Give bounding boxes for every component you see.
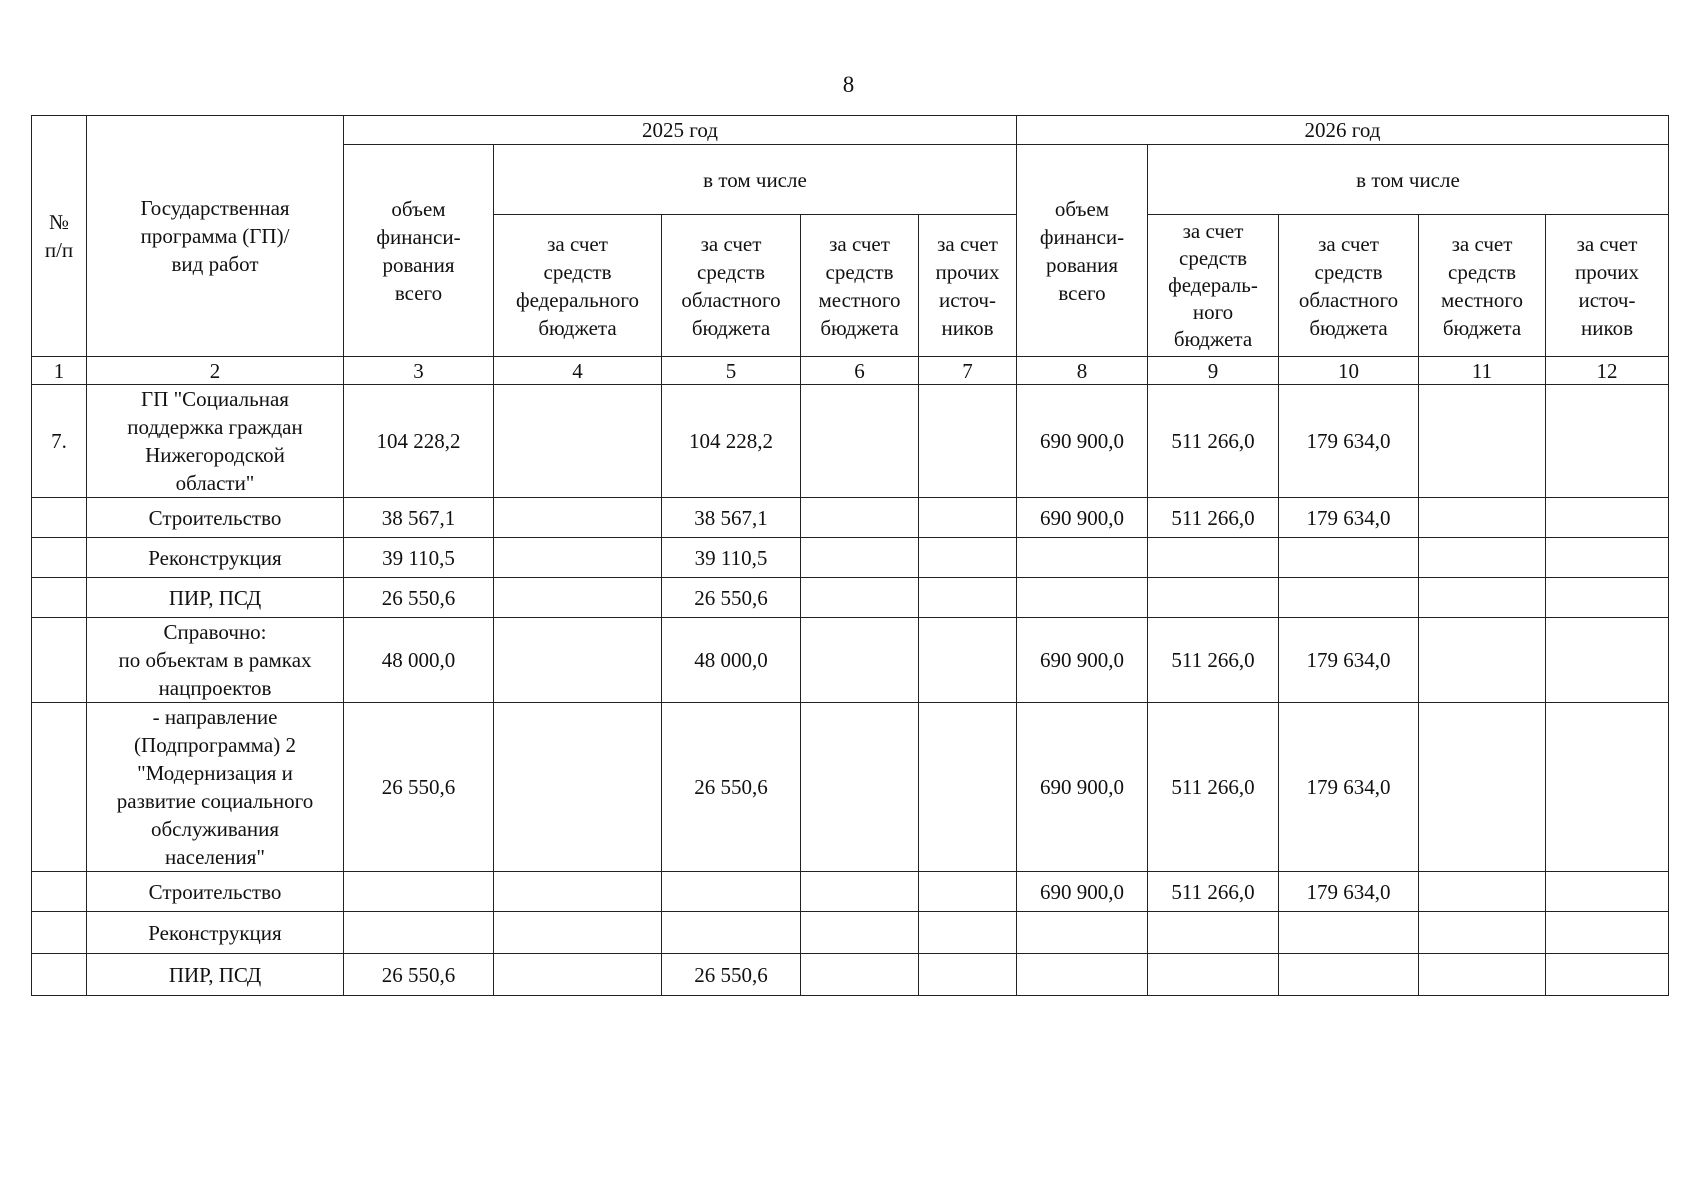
column-number: 1 <box>32 357 87 385</box>
value-cell: 48 000,0 <box>662 618 801 703</box>
value-cell <box>1546 954 1669 996</box>
column-number: 5 <box>662 357 801 385</box>
header-2026-other: за счет прочих источ- ников <box>1546 215 1669 357</box>
value-cell <box>801 872 919 912</box>
value-cell <box>919 498 1017 538</box>
value-cell <box>1419 872 1546 912</box>
table-row <box>32 498 1669 538</box>
value-cell: 511 266,0 <box>1148 618 1279 703</box>
value-cell: 104 228,2 <box>662 385 801 498</box>
value-cell <box>801 498 919 538</box>
value-cell <box>344 912 494 954</box>
header-2026-federal: за счет средств федераль- ного бюджета <box>1148 215 1279 357</box>
value-cell: 39 110,5 <box>344 538 494 578</box>
table-row <box>32 385 1669 498</box>
column-number: 11 <box>1419 357 1546 385</box>
value-cell <box>662 912 801 954</box>
column-number: 7 <box>919 357 1017 385</box>
value-cell: 26 550,6 <box>662 578 801 618</box>
value-cell: 511 266,0 <box>1148 385 1279 498</box>
row-name: Реконструкция <box>87 912 344 954</box>
row-number <box>32 578 87 618</box>
value-cell <box>801 578 919 618</box>
table-row <box>32 872 1669 912</box>
value-cell <box>494 618 662 703</box>
value-cell: 38 567,1 <box>344 498 494 538</box>
value-cell: 690 900,0 <box>1017 618 1148 703</box>
value-cell: 26 550,6 <box>344 703 494 872</box>
column-number-row <box>32 357 1669 385</box>
row-number <box>32 703 87 872</box>
value-cell <box>1419 385 1546 498</box>
value-cell <box>1546 618 1669 703</box>
table-row <box>32 578 1669 618</box>
value-cell <box>801 912 919 954</box>
value-cell <box>1148 578 1279 618</box>
value-cell <box>919 872 1017 912</box>
value-cell <box>1279 538 1419 578</box>
table-row <box>32 912 1669 954</box>
row-number <box>32 872 87 912</box>
value-cell: 179 634,0 <box>1279 618 1419 703</box>
value-cell <box>919 912 1017 954</box>
value-cell <box>1148 954 1279 996</box>
financing-table <box>31 115 1669 996</box>
value-cell: 511 266,0 <box>1148 872 1279 912</box>
value-cell <box>494 578 662 618</box>
table-row <box>32 954 1669 996</box>
value-cell: 38 567,1 <box>662 498 801 538</box>
value-cell <box>1017 538 1148 578</box>
header-2025-other: за счет прочих источ- ников <box>919 215 1017 357</box>
value-cell <box>1419 618 1546 703</box>
row-name: Строительство <box>87 872 344 912</box>
header-year-2025: 2025 год <box>344 116 1017 145</box>
row-number <box>32 498 87 538</box>
row-number <box>32 954 87 996</box>
value-cell: 179 634,0 <box>1279 703 1419 872</box>
value-cell <box>919 703 1017 872</box>
value-cell <box>1419 538 1546 578</box>
row-number <box>32 912 87 954</box>
value-cell <box>801 954 919 996</box>
value-cell <box>1017 578 1148 618</box>
value-cell: 179 634,0 <box>1279 872 1419 912</box>
header-number: № п/п <box>32 116 87 357</box>
value-cell <box>1546 578 1669 618</box>
value-cell <box>801 618 919 703</box>
value-cell <box>919 578 1017 618</box>
header-2026-regional: за счет средств областного бюджета <box>1279 215 1419 357</box>
value-cell <box>1419 578 1546 618</box>
value-cell <box>1546 498 1669 538</box>
column-number: 3 <box>344 357 494 385</box>
value-cell <box>1148 538 1279 578</box>
value-cell: 26 550,6 <box>662 954 801 996</box>
header-year-2026: 2026 год <box>1017 116 1669 145</box>
column-number: 9 <box>1148 357 1279 385</box>
value-cell: 48 000,0 <box>344 618 494 703</box>
page-number: 8 <box>842 72 855 97</box>
value-cell <box>801 703 919 872</box>
row-number <box>32 538 87 578</box>
value-cell <box>662 872 801 912</box>
value-cell <box>1419 703 1546 872</box>
value-cell <box>494 498 662 538</box>
value-cell <box>801 538 919 578</box>
value-cell <box>494 703 662 872</box>
column-number: 2 <box>87 357 344 385</box>
column-number: 10 <box>1279 357 1419 385</box>
row-name: ПИР, ПСД <box>87 578 344 618</box>
header-2025-total: объем финанси- рования всего <box>344 145 494 357</box>
value-cell <box>494 538 662 578</box>
value-cell <box>1546 703 1669 872</box>
header-2026-total: объем финанси- рования всего <box>1017 145 1148 357</box>
value-cell <box>1419 954 1546 996</box>
header-2025-local: за счет средств местного бюджета <box>801 215 919 357</box>
column-number: 8 <box>1017 357 1148 385</box>
value-cell <box>1279 578 1419 618</box>
value-cell <box>1546 385 1669 498</box>
value-cell <box>919 954 1017 996</box>
value-cell <box>494 385 662 498</box>
value-cell: 690 900,0 <box>1017 703 1148 872</box>
header-2025-including: в том числе <box>494 145 1017 215</box>
value-cell <box>1279 954 1419 996</box>
table-row <box>32 618 1669 703</box>
value-cell: 39 110,5 <box>662 538 801 578</box>
value-cell <box>1148 912 1279 954</box>
header-2025-regional: за счет средств областного бюджета <box>662 215 801 357</box>
value-cell <box>1419 498 1546 538</box>
header-program: Государственная программа (ГП)/ вид работ <box>87 116 344 357</box>
value-cell: 179 634,0 <box>1279 498 1419 538</box>
value-cell: 690 900,0 <box>1017 498 1148 538</box>
header-2026-including: в том числе <box>1148 145 1669 215</box>
value-cell: 690 900,0 <box>1017 872 1148 912</box>
row-name: Справочно: по объектам в рамках нацпроектов <box>87 618 344 703</box>
column-number: 4 <box>494 357 662 385</box>
row-name: ПИР, ПСД <box>87 954 344 996</box>
value-cell <box>801 385 919 498</box>
row-name: Реконструкция <box>87 538 344 578</box>
row-number: 7. <box>32 385 87 498</box>
value-cell: 26 550,6 <box>344 578 494 618</box>
value-cell <box>1546 538 1669 578</box>
header-2025-federal: за счет средств федерального бюджета <box>494 215 662 357</box>
value-cell <box>1419 912 1546 954</box>
value-cell <box>919 385 1017 498</box>
value-cell <box>1017 912 1148 954</box>
value-cell <box>919 538 1017 578</box>
row-number <box>32 618 87 703</box>
column-number: 12 <box>1546 357 1669 385</box>
value-cell <box>1017 954 1148 996</box>
value-cell <box>1546 872 1669 912</box>
table-row <box>32 538 1669 578</box>
value-cell <box>1546 912 1669 954</box>
header-2026-local: за счет средств местного бюджета <box>1419 215 1546 357</box>
value-cell: 104 228,2 <box>344 385 494 498</box>
column-number: 6 <box>801 357 919 385</box>
value-cell <box>344 872 494 912</box>
value-cell <box>494 912 662 954</box>
value-cell: 26 550,6 <box>344 954 494 996</box>
value-cell: 511 266,0 <box>1148 703 1279 872</box>
row-name: Строительство <box>87 498 344 538</box>
value-cell <box>919 618 1017 703</box>
value-cell: 179 634,0 <box>1279 385 1419 498</box>
value-cell: 26 550,6 <box>662 703 801 872</box>
value-cell: 690 900,0 <box>1017 385 1148 498</box>
value-cell <box>1279 912 1419 954</box>
value-cell <box>494 954 662 996</box>
table-row <box>32 703 1669 872</box>
table-body <box>32 385 1669 996</box>
value-cell <box>494 872 662 912</box>
row-name: - направление (Подпрограмма) 2 "Модернизация и развитие социального обслуживания населения" <box>87 703 344 872</box>
value-cell: 511 266,0 <box>1148 498 1279 538</box>
row-name: ГП "Социальная поддержка граждан Нижегородской области" <box>87 385 344 498</box>
